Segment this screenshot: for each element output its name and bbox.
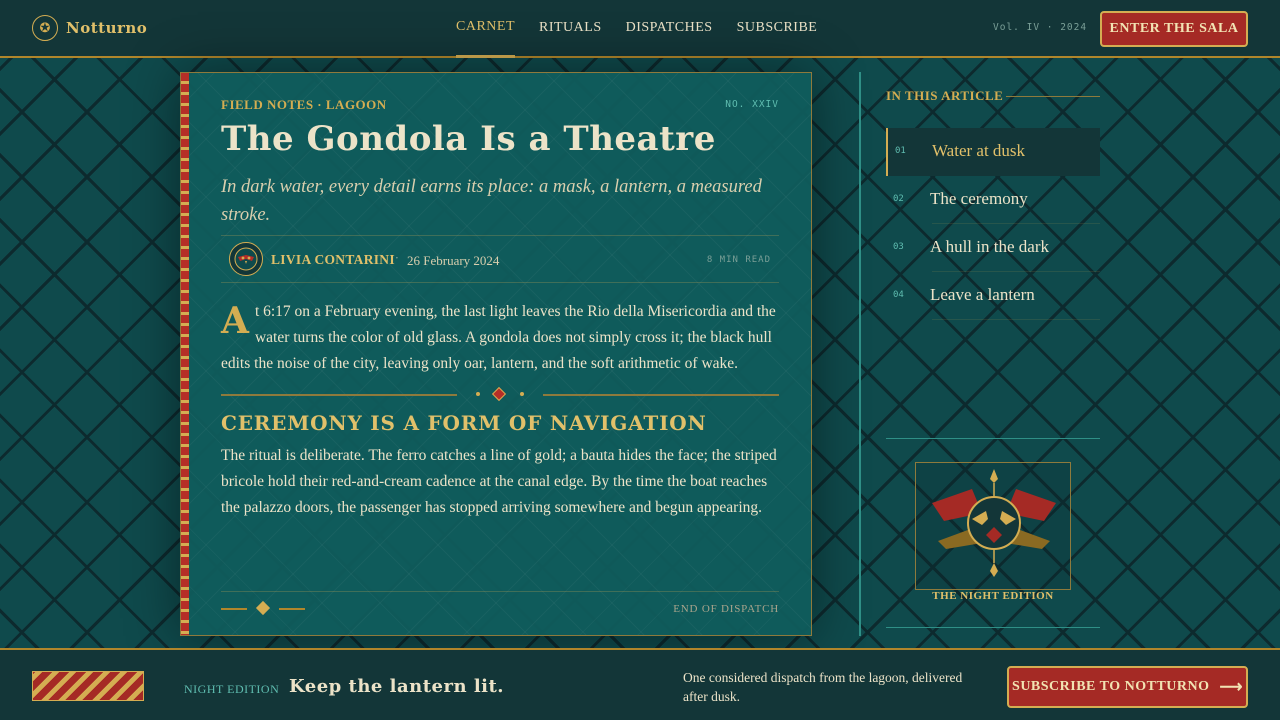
toc-number: 04	[893, 290, 904, 300]
seal-top-rule	[886, 438, 1100, 439]
brand-name: Notturno	[66, 19, 148, 37]
diamond-ornament-icon	[492, 387, 506, 401]
seal-bottom-rule	[886, 627, 1100, 628]
article-card	[180, 72, 812, 636]
seal-caption: THE NIGHT EDITION	[932, 590, 1054, 602]
footer-tagline: Keep the lantern lit.	[289, 676, 505, 697]
author-avatar[interactable]	[229, 242, 263, 276]
paragraph-1-text: t 6:17 on a February evening, the last light leaves the Rio della Misericordia and the water turns the color of old glass. A gondola does not simply cross it; the black hull edits the noise of the city, leaving only oar, lantern, and the soft arithmetic of wake.	[221, 303, 776, 372]
bricola-stripe	[181, 73, 189, 635]
nav-carnet[interactable]: CARNET	[456, 0, 515, 58]
article-title: The Gondola Is a Theatre	[221, 119, 716, 159]
section-heading: CEREMONY IS A FORM OF NAVIGATION	[221, 411, 707, 435]
nav-dispatches[interactable]: DISPATCHES	[625, 20, 713, 35]
top-navigation-bar	[0, 0, 1280, 58]
byline-separator: ·	[395, 251, 399, 265]
main-nav	[444, 0, 829, 58]
section-divider	[221, 393, 779, 397]
article-paragraph-2: The ritual is deliberate. The ferro catches a line of gold; a bauta hides the face; the striped bricole hold their red-and-cream cadence at the canal edge. By the time the boat reaches the palazzo doors, the passenger has stopped arriving somewhere and begun appearing.	[221, 447, 777, 516]
toc-number: 02	[893, 194, 904, 204]
subscribe-button-label: SUBSCRIBE TO NOTTURNO	[1012, 679, 1210, 694]
bricola-swatch	[32, 671, 144, 701]
toc-item-water-at-dusk[interactable]	[886, 128, 1100, 176]
toc-heading: IN THIS ARTICLE	[886, 88, 1004, 103]
night-edition-label: NIGHT EDITION	[184, 682, 280, 696]
toc-number: 01	[895, 146, 906, 156]
article-paragraph-1	[221, 299, 777, 377]
toc-number: 03	[893, 242, 904, 252]
byline	[221, 235, 779, 283]
toc-separator	[932, 319, 1100, 320]
read-time: 8 MIN READ	[706, 255, 771, 265]
subscribe-footer	[0, 648, 1280, 720]
nav-rituals[interactable]: RITUALS	[539, 20, 602, 35]
article-kicker: FIELD NOTES · LAGOON	[221, 97, 387, 112]
mask-icon	[233, 246, 259, 272]
star-emblem-icon: ✪	[32, 15, 58, 41]
toc-label: Water at dusk	[932, 141, 1026, 160]
arrow-right-icon: ⟶	[1219, 679, 1243, 696]
enter-sala-button[interactable]: ENTER THE SALA	[1100, 11, 1248, 47]
nav-subscribe[interactable]: SUBSCRIBE	[736, 20, 818, 35]
lantern-crest-icon	[916, 463, 1072, 591]
footer-description: One considered dispatch from the lagoon, delivered after dusk.	[683, 670, 963, 704]
article-footer	[221, 591, 779, 621]
toc-item-the-ceremony[interactable]	[886, 176, 1100, 224]
end-of-dispatch-label: END OF DISPATCH	[673, 603, 779, 615]
drop-cap: A	[221, 300, 249, 342]
night-edition-seal	[915, 462, 1071, 590]
toc-item-hull-in-the-dark[interactable]	[886, 224, 1100, 272]
toc-label: A hull in the dark	[930, 237, 1049, 256]
toc-item-leave-a-lantern[interactable]	[886, 272, 1100, 320]
publish-date: 26 February 2024	[407, 253, 500, 268]
toc-label: The ceremony	[930, 189, 1028, 208]
volume-label: Vol. IV · 2024	[993, 22, 1088, 33]
toc-heading-rule	[1006, 96, 1100, 97]
subscribe-button[interactable]	[1007, 666, 1248, 708]
issue-number: NO. XXIV	[725, 99, 779, 110]
brand[interactable]	[32, 15, 147, 41]
toc-label: Leave a lantern	[930, 285, 1035, 304]
author-name[interactable]: LIVIA CONTARINI	[271, 252, 395, 267]
sidebar-rail	[859, 72, 861, 636]
article-subtitle: In dark water, every detail earns its place: a mask, a lantern, a measured stroke.	[221, 177, 762, 225]
end-ornament-icon	[221, 602, 311, 616]
